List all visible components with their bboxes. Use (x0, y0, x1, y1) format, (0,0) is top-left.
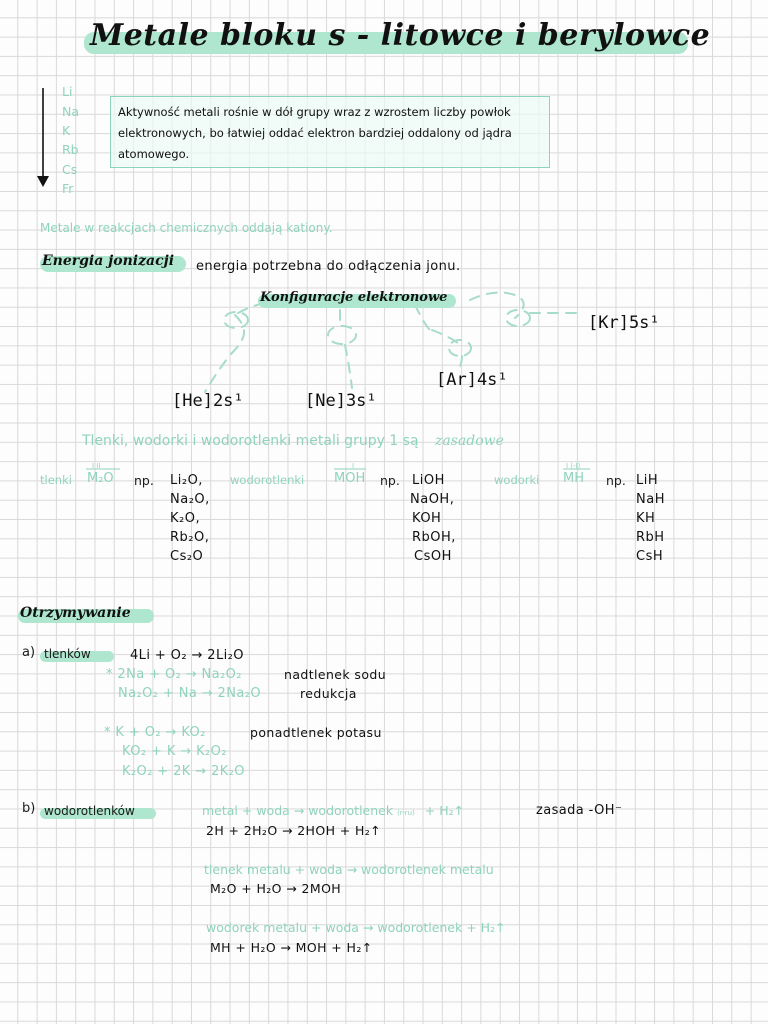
info-box-text: Aktywność metali rośnie w dół grupy wraz z wzrostem liczby powłok elektronowych, bo łatwiej oddać elektron bardziej oddalony od jądra atomowego. (118, 105, 512, 161)
tlenki-item: Na₂O, (170, 492, 210, 507)
element-k: K (62, 123, 71, 138)
config-ne: [Ne]3s¹ (305, 391, 377, 411)
element-li: Li (62, 84, 73, 99)
element-fr: Fr (62, 181, 74, 196)
ionization-label: Energia jonizacji (42, 253, 175, 269)
eq-a3: Na₂O₂ + Na → 2Na₂O (118, 686, 261, 701)
rule-b1 (202, 803, 464, 818)
tlenki-mark: I II (92, 462, 101, 470)
rule-b1-sub: (r-ru) (397, 809, 415, 817)
wodorotlenki-item: RbOH, (412, 530, 456, 545)
element-na: Na (62, 104, 80, 119)
tlenki-np: np. (134, 473, 154, 488)
tlenki-item: Li₂O, (170, 473, 203, 488)
wodorki-mark: I (-I) (566, 462, 581, 470)
eq-a3-note: redukcja (300, 686, 357, 701)
wodorotlenki-item: CsOH (414, 549, 452, 564)
rule-b1-text: metal + woda → wodorotlenek (202, 803, 394, 818)
section-a-label: tlenków (44, 647, 91, 661)
eq-b3: MH + H₂O → MOH + H₂↑ (210, 940, 373, 955)
wodorotlenki-formula: MOH (334, 471, 366, 486)
wodorotlenki-mark: I (352, 462, 355, 470)
tlenki-formula: M₂O (87, 471, 114, 486)
oxides-heading (82, 433, 504, 449)
config-ar: [Ar]4s¹ (436, 370, 508, 390)
wodorotlenki-np: np. (380, 473, 400, 488)
wodorotlenki-item: LiOH (412, 473, 445, 488)
wodorotlenki-item: NaOH, (410, 492, 455, 507)
cations-note: Metale w reakcjach chemicznych oddają kationy. (40, 221, 333, 235)
element-rb: Rb (62, 142, 79, 157)
tlenki-item: Cs₂O (170, 549, 204, 564)
oxides-heading-text: Tlenki, wodorki i wodorotlenki metali grupy 1 są (82, 433, 419, 449)
wodorki-item: RbH (636, 530, 665, 545)
tlenki-label: tlenki (40, 473, 72, 487)
config-label: Konfiguracje elektronowe (260, 290, 448, 305)
rule-b3: wodorek metalu + woda → wodorotlenek + H₂↑ (206, 920, 506, 935)
wodorki-label: wodorki (494, 473, 540, 487)
tlenki-item: Rb₂O, (170, 530, 210, 545)
section-b-label: wodorotlenków (44, 804, 135, 818)
eq-a4-note: ponadtlenek potasu (250, 725, 382, 740)
rule-b1-note: zasada -OH⁻ (536, 803, 623, 818)
eq-a1: 4Li + O₂ → 2Li₂O (130, 648, 244, 663)
section-a-marker: a) (22, 645, 36, 660)
wodorki-item: KH (636, 511, 656, 526)
wodorotlenki-item: KOH (412, 511, 442, 526)
eq-b2: M₂O + H₂O → 2MOH (210, 881, 342, 896)
eq-a6: K₂O₂ + 2K → 2K₂O (122, 764, 245, 779)
eq-b1: 2H + 2H₂O → 2HOH + H₂↑ (206, 823, 382, 838)
eq-a4: * K + O₂ → KO₂ (104, 725, 206, 740)
eq-a2: * 2Na + O₂ → Na₂O₂ (106, 667, 242, 682)
wodorotlenki-label: wodorotlenki (230, 473, 305, 487)
otrzymywanie-label: Otrzymywanie (20, 605, 131, 621)
eq-a5: KO₂ + K → K₂O₂ (122, 744, 227, 759)
rule-b1-tail: + H₂↑ (424, 803, 465, 818)
wodorki-np: np. (606, 473, 626, 488)
ionization-definition: energia potrzebna do odłączenia jonu. (196, 259, 461, 274)
config-he: [He]2s¹ (172, 391, 244, 411)
rule-b2: tlenek metalu + woda → wodorotlenek metalu (204, 862, 494, 877)
wodorki-item: NaH (636, 492, 665, 507)
wodorki-item: LiH (636, 473, 659, 488)
wodorki-item: CsH (636, 549, 664, 564)
section-b-marker: b) (22, 801, 36, 816)
page-title: Metale bloku s - litowce i berylowce (90, 18, 711, 53)
element-cs: Cs (62, 162, 78, 177)
eq-a2-note: nadtlenek sodu (284, 667, 387, 682)
wodorki-formula: MH (563, 471, 584, 486)
oxides-heading-emphasis: zasadowe (435, 433, 504, 449)
config-kr: [Kr]5s¹ (588, 313, 660, 333)
tlenki-item: K₂O, (170, 511, 201, 526)
